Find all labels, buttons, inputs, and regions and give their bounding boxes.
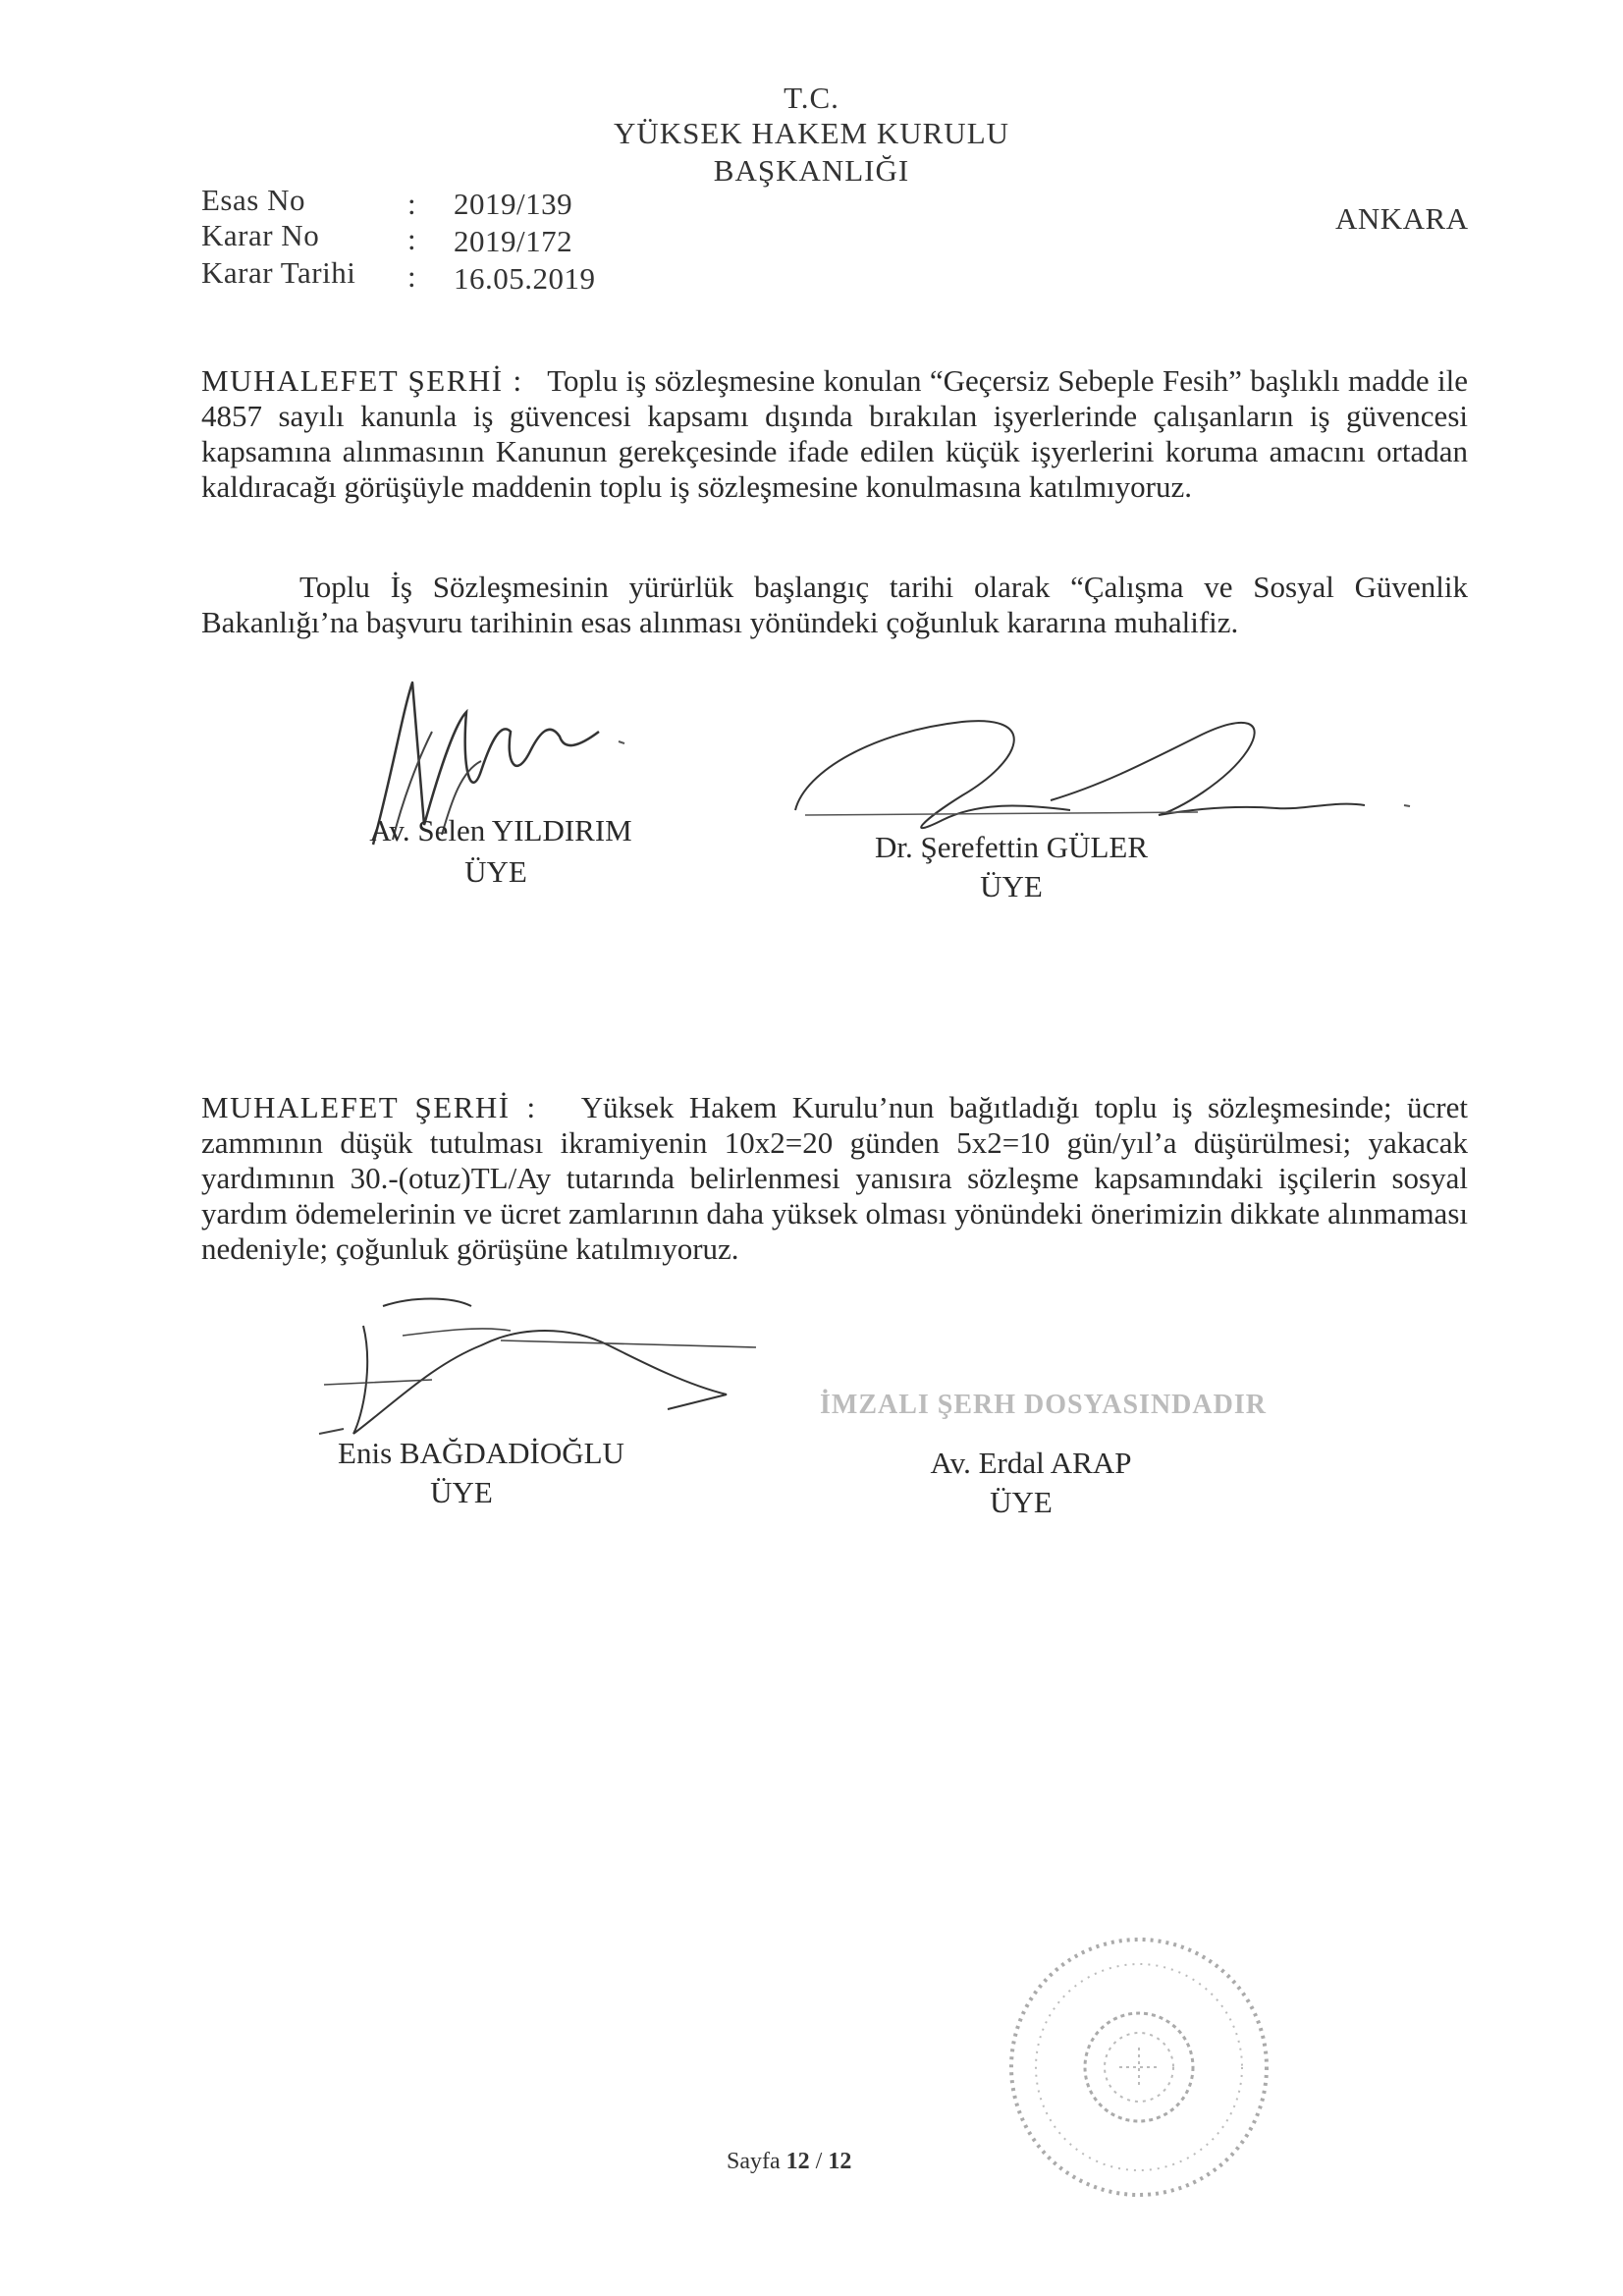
signature-name-4: Av. Erdal ARAP <box>930 1446 1132 1480</box>
dissent-opinion-1 <box>201 363 1468 505</box>
dissent-text-1: Toplu iş sözleşmesine konulan “Geçersiz Sebeple Fesih” başlıklı madde ile 4857 sayılı kanunla iş güvencesi kapsamı dışında bırakılan işyerlerinde çalışanların iş güvencesi kapsamına alınmasının Kanunun gerekçesinde ifade edilen küçük işyerlerini koruma amacını ortadan kaldıracağı görüşüyle maddenin toplu iş sözleşmesine konulmasına katılmıyoruz. <box>201 363 1468 504</box>
official-seal <box>992 1920 1286 2214</box>
signature-name-2: Dr. Şerefettin GÜLER <box>874 830 1149 864</box>
tarih-colon: : <box>407 259 417 294</box>
signature-title-1: ÜYE <box>464 854 527 889</box>
esas-colon: : <box>407 187 417 221</box>
page-separator: / <box>815 2149 823 2174</box>
tarih-label: Karar Tarihi <box>201 255 356 290</box>
signature-guler <box>785 692 1414 849</box>
dissent-opinion-2 <box>201 1090 1468 1267</box>
dissent-text-2: Yüksek Hakem Kurulu’nun bağıtladığı toplu iş sözleşmesinde; ücret zammının düşük tutulması ikramiyenin 10x2=20 günden 5x2=10 gün/yıl’a düşürülmesi; yakacak yardımının 30.-(otuz)TL/Ay tutarında belirlenmesi yanısıra sözleşme kapsamındaki işçilerin sosyal yardım ödemelerinin ve ücret zamlarının daha yüksek olması yönündeki önerimizin dikkate alınmaması nedeniyle; çoğunluk görüşüne katılmıyoruz. <box>201 1090 1469 1266</box>
esas-label: Esas No <box>201 183 305 217</box>
header-department: BAŞKANLIĞI <box>713 153 910 188</box>
header-tc: T.C. <box>784 81 839 115</box>
signature-title-2: ÜYE <box>980 869 1043 903</box>
header-city: ANKARA <box>1335 201 1469 236</box>
esas-value: 2019/139 <box>454 187 573 221</box>
signature-bagdadioglu <box>314 1286 766 1453</box>
karar-value: 2019/172 <box>454 224 573 258</box>
signature-title-3: ÜYE <box>430 1475 493 1509</box>
dissent-heading-2: MUHALEFET ŞERHİ : <box>201 1090 537 1124</box>
header-institution: YÜKSEK HAKEM KURULU <box>613 116 1010 150</box>
page-current: 12 <box>785 2149 810 2174</box>
page-total: 12 <box>828 2149 852 2174</box>
karar-colon: : <box>407 222 417 256</box>
signature-title-4: ÜYE <box>990 1485 1053 1519</box>
tarih-value: 16.05.2019 <box>454 261 596 296</box>
karar-label: Karar No <box>201 218 320 252</box>
dissent-text-1b: Toplu İş Sözleşmesinin yürürlük başlangıç tarihi olarak “Çalışma ve Sosyal Güvenlik Bakanlığı’na başvuru tarihinin esas alınması yönündeki çoğunluk kararına muhalifiz. <box>201 570 1468 639</box>
signed-copy-stamp: İMZALI ŞERH DOSYASINDADIR <box>820 1390 1267 1420</box>
signature-name-3: Enis BAĞDADİOĞLU <box>338 1436 624 1470</box>
dissent-heading-1: MUHALEFET ŞERHİ : <box>201 363 523 398</box>
signature-name-1: Av. Selen YILDIRIM <box>369 813 632 847</box>
page-label: Sayfa <box>727 2149 781 2174</box>
page-number <box>727 2149 851 2175</box>
